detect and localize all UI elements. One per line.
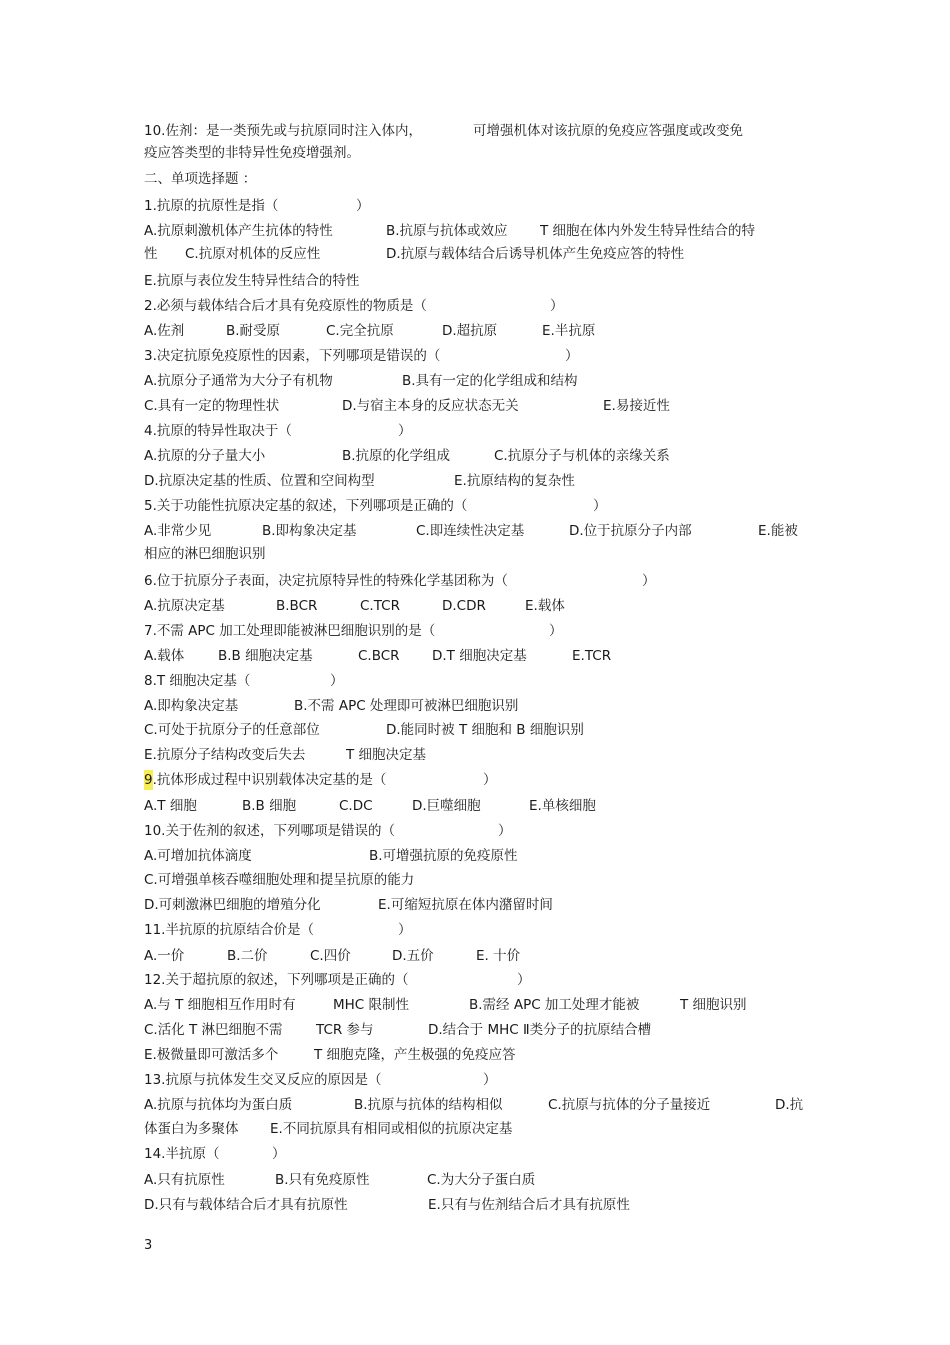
option-row: [144, 544, 814, 564]
answer-blank: ）: [549, 623, 563, 639]
definition-line: [144, 121, 814, 141]
option-e: E.极微量即可激活多个: [144, 1047, 279, 1063]
option-b: 性: [144, 246, 158, 262]
option-e: 相应的淋巴细胞识别: [144, 546, 266, 562]
option-d: D.能同时被 T 细胞和 B 细胞识别: [386, 722, 584, 738]
answer-blank: ）: [483, 772, 497, 788]
answer-blank: ）: [356, 198, 370, 214]
question-text: .抗体形成过程中识别载体决定基的是（: [152, 772, 387, 788]
option-d: D.五价: [392, 948, 434, 964]
question-text: 2.必须与载体结合后才具有免疫原性的物质是（: [144, 298, 427, 314]
highlighted-number: 9: [144, 772, 153, 788]
option-c: C.抗原分子与机体的亲缘关系: [494, 448, 670, 464]
definition-text: 可增强机体对该抗原的免疫应答强度或改变免: [473, 123, 743, 139]
option-c: C.即连续性决定基: [416, 523, 525, 539]
option-e: E. 十价: [476, 948, 521, 964]
option-b: B.只有免疫原性: [275, 1172, 370, 1188]
option-c: C.抗原与抗体的分子量接近: [548, 1097, 711, 1113]
question-text: 11.半抗原的抗原结合价是（: [144, 922, 314, 938]
question-text: 6.位于抗原分子表面，决定抗原特异性的特殊化学基团称为（: [144, 573, 508, 589]
option-c: C.完全抗原: [326, 323, 394, 339]
option-b: B.BCR: [276, 598, 318, 614]
answer-blank: ）: [498, 823, 512, 839]
option-b: B.具有一定的化学组成和结构: [402, 373, 578, 389]
definition-text: 10.佐剂：是一类预先或与抗原同时注入体内，: [144, 123, 422, 139]
option-b: B.B 细胞决定基: [218, 648, 313, 664]
option-a: A.抗原分子通常为大分子有机物: [144, 373, 333, 389]
option-e: E.TCR: [572, 648, 612, 664]
option-b: B.耐受原: [226, 323, 281, 339]
option-c: C.具有一定的物理性状: [144, 398, 280, 414]
option-e: T 细胞决定基: [346, 747, 427, 763]
option-e: E.不同抗原具有相同或相似的抗原决定基: [270, 1121, 513, 1137]
question-stem: [144, 821, 814, 841]
question-stem: [144, 671, 814, 691]
option-d: D.位于抗原分子内部: [569, 523, 692, 539]
option-a: A.只有抗原性: [144, 1172, 225, 1188]
option-a: MHC 限制性: [333, 997, 410, 1013]
option-d: D.抗原与载体结合后诱导机体产生免疫应答的特性: [386, 246, 685, 262]
option-d: D.只有与载体结合后才具有抗原性: [144, 1197, 348, 1213]
option-b: B.抗原的化学组成: [342, 448, 451, 464]
option-c: C.BCR: [358, 648, 400, 664]
option-d: D.超抗原: [442, 323, 498, 339]
question-stem: [144, 346, 814, 366]
option-d: D.结合于 MHC Ⅱ类分子的抗原结合槽: [428, 1022, 652, 1038]
question-text: 4.抗原的特异性取决于（: [144, 423, 292, 439]
option-d: D.抗原决定基的性质、位置和空间构型: [144, 473, 375, 489]
option-e: E.半抗原: [542, 323, 596, 339]
question-stem: [144, 970, 814, 990]
option-a: A.即构象决定基: [144, 698, 239, 714]
option-e: E.载体: [525, 598, 565, 614]
question-text: 8.T 细胞决定基（: [144, 673, 251, 689]
option-c: C.四价: [310, 948, 351, 964]
answer-blank: ）: [398, 922, 412, 938]
question-stem: [144, 770, 814, 790]
option-b: B.不需 APC 处理即可被淋巴细胞识别: [294, 698, 519, 714]
option-a: A.非常少见: [144, 523, 212, 539]
option-e: E.抗原分子结构改变后失去: [144, 747, 306, 763]
question-text: 13.抗原与抗体发生交叉反应的原因是（: [144, 1072, 382, 1088]
option-b: B.即构象决定基: [262, 523, 357, 539]
option-d: D.与宿主本身的反应状态无关: [342, 398, 519, 414]
answer-blank: ）: [642, 573, 656, 589]
answer-blank: ）: [483, 1072, 497, 1088]
answer-blank: ）: [398, 423, 412, 439]
option-d: D.T 细胞决定基: [432, 648, 527, 664]
option-e: E.能被: [758, 523, 798, 539]
option-b: B.B 细胞: [242, 798, 297, 814]
option-e: E.可缩短抗原在体内潴留时间: [378, 897, 553, 913]
question-stem: [144, 621, 814, 641]
option-b: B.需经 APC 加工处理才能被: [469, 997, 640, 1013]
option-c: C.可增强单核吞噬细胞处理和提呈抗原的能力: [144, 872, 415, 888]
option-a: A.T 细胞: [144, 798, 197, 814]
definition-line: [144, 143, 814, 163]
option-a: A.抗原与抗体均为蛋白质: [144, 1097, 293, 1113]
option-d: D.巨噬细胞: [412, 798, 481, 814]
option-e: E.单核细胞: [529, 798, 596, 814]
option-a: A.佐剂: [144, 323, 185, 339]
option-e: T 细胞克隆，产生极强的免疫应答: [314, 1047, 516, 1063]
option-d: D.CDR: [442, 598, 486, 614]
option-d: D.可刺激淋巴细胞的增殖分化: [144, 897, 321, 913]
question-stem: [144, 1070, 814, 1090]
question-text: 14.半抗原（: [144, 1146, 220, 1162]
question-stem: [144, 296, 814, 316]
answer-blank: ）: [550, 298, 564, 314]
option-c: C.可处于抗原分子的任意部位: [144, 722, 320, 738]
option-e: E.只有与佐剂结合后才具有抗原性: [428, 1197, 630, 1213]
option-d: D.抗: [775, 1097, 804, 1113]
option-c: C.为大分子蛋白质: [427, 1172, 536, 1188]
question-text: 5.关于功能性抗原决定基的叙述，下列哪项是正确的（: [144, 498, 468, 514]
option-d: 体蛋白为多聚体: [144, 1121, 239, 1137]
option-a: A.可增加抗体滴度: [144, 848, 252, 864]
question-text: 7.不需 APC 加工处理即能被淋巴细胞识别的是（: [144, 623, 436, 639]
option-a: A.载体: [144, 648, 185, 664]
option-b: B.抗原与抗体的结构相似: [354, 1097, 503, 1113]
definition-text: 疫应答类型的非特异性免疫增强剂。: [144, 145, 360, 161]
option-a: A.与 T 细胞相互作用时有: [144, 997, 296, 1013]
question-stem: [144, 196, 814, 216]
option-b: T 细胞识别: [680, 997, 747, 1013]
option-c: C.DC: [339, 798, 373, 814]
option-c: C.TCR: [360, 598, 400, 614]
option-b: B.可增强抗原的免疫原性: [369, 848, 518, 864]
option-a: A.抗原的分子量大小: [144, 448, 266, 464]
option-a: A.抗原决定基: [144, 598, 225, 614]
answer-blank: ）: [593, 498, 607, 514]
answer-blank: ）: [330, 673, 344, 689]
option-b: T 细胞在体内外发生特异性结合的特: [540, 223, 756, 239]
question-stem: [144, 421, 814, 441]
question-text: 12.关于超抗原的叙述，下列哪项是正确的（: [144, 972, 409, 988]
question-text: 3.决定抗原免疫原性的因素，下列哪项是错误的（: [144, 348, 441, 364]
answer-blank: ）: [517, 972, 531, 988]
question-stem: [144, 920, 814, 940]
option-e: E.抗原与表位发生特异性结合的特性: [144, 273, 360, 289]
option-e: E.抗原结构的复杂性: [454, 473, 575, 489]
option-c: C.活化 T 淋巴细胞不需: [144, 1022, 283, 1038]
question-text: 10.关于佐剂的叙述，下列哪项是错误的（: [144, 823, 395, 839]
option-b: B.抗原与抗体或效应: [386, 223, 508, 239]
option-e: E.易接近性: [603, 398, 670, 414]
option-b: B.二价: [227, 948, 268, 964]
answer-blank: ）: [565, 348, 579, 364]
section-title-text: 二、单项选择题 ：: [144, 171, 257, 187]
answer-blank: ）: [272, 1146, 286, 1162]
section-title: [144, 169, 814, 189]
question-stem: [144, 571, 814, 591]
question-stem: [144, 496, 814, 516]
option-c: C.抗原对机体的反应性: [185, 246, 321, 262]
option-row: [144, 870, 814, 890]
option-row: [144, 271, 814, 291]
question-stem: [144, 1144, 814, 1164]
option-a: A.抗原刺激机体产生抗体的特性: [144, 223, 333, 239]
option-a: A.一价: [144, 948, 185, 964]
page-number: 3: [144, 1238, 153, 1253]
option-c: TCR 参与: [316, 1022, 374, 1038]
question-text: 1.抗原的抗原性是指（: [144, 198, 279, 214]
